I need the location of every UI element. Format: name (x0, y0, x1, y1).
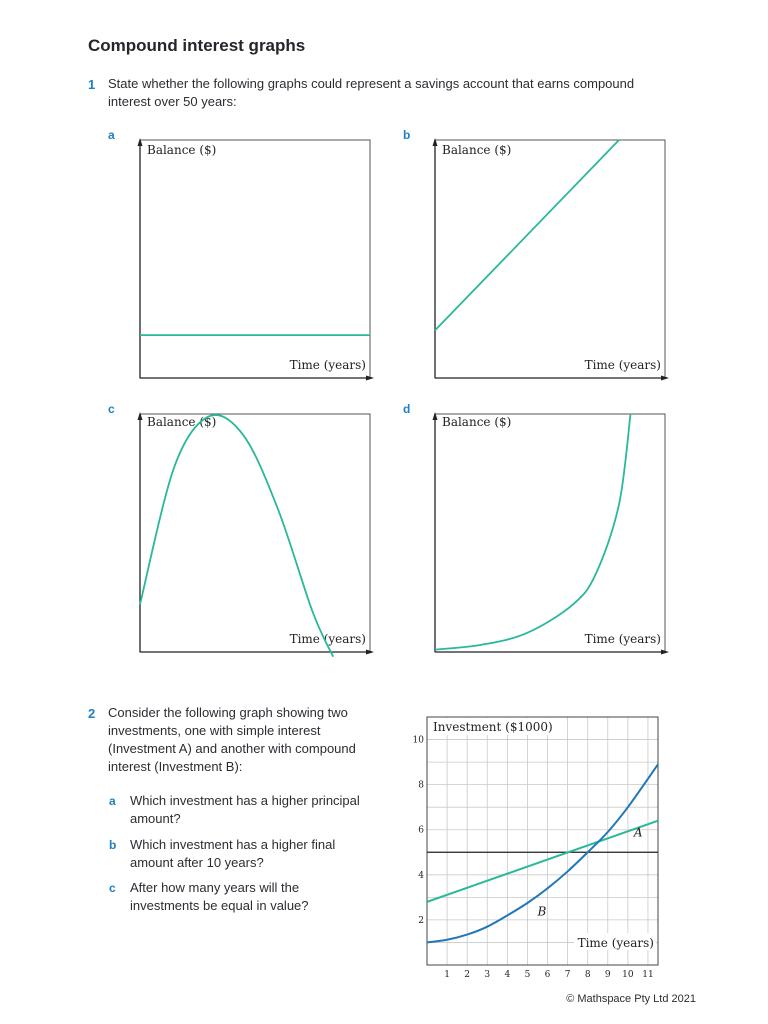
x-tick-label: 8 (584, 970, 591, 980)
graph-a-xlabel: Time (years) (289, 358, 366, 372)
q2-part-b-line-1: Which investment has a higher final (130, 837, 336, 852)
graph-a (130, 136, 380, 386)
graph-a-ylabel: Balance ($) (147, 143, 217, 157)
y-tick-label: 10 (412, 735, 424, 746)
x-tick-label: 10 (622, 970, 634, 980)
investment-chart-ylabel: Investment ($1000) (433, 720, 553, 734)
q2-part-a-text (130, 792, 360, 828)
graph-d (425, 410, 675, 660)
investment-a-line (427, 821, 658, 902)
q2-part-a-line-1: Which investment has a higher principal (130, 793, 360, 808)
question-2-line-4: interest (Investment B): (108, 759, 243, 774)
x-tick-label: 6 (544, 970, 551, 980)
graph-c (130, 410, 380, 660)
graph-c-y-arrow (138, 412, 143, 420)
copyright-footer: © Mathspace Pty Ltd 2021 (566, 993, 696, 1005)
series-b-label: B (537, 904, 547, 919)
graph-c-label: c (108, 402, 115, 416)
graph-c-frame (140, 414, 370, 652)
x-tick-label: 5 (524, 970, 531, 980)
question-2-number: 2 (88, 706, 96, 721)
graph-d-curve (435, 414, 631, 650)
graph-d-frame (435, 414, 665, 652)
question-2-line-1: Consider the following graph showing two (108, 705, 348, 720)
q2-part-a-label: a (109, 794, 116, 808)
q2-part-c-label: c (109, 881, 116, 895)
q2-part-a-line-2: amount? (130, 811, 181, 826)
q2-part-c-text (130, 879, 309, 915)
graph-b (425, 136, 675, 386)
question-1-line-2: interest over 50 years: (108, 94, 237, 109)
graph-b-xlabel: Time (years) (584, 358, 661, 372)
question-1-line-1: State whether the following graphs could represent a savings account that earns compound (108, 76, 635, 91)
q2-part-c-line-1: After how many years will the (130, 880, 300, 895)
graph-d-y-arrow (433, 412, 438, 420)
y-tick-label: 2 (418, 915, 424, 926)
page-title: Compound interest graphs (88, 36, 306, 55)
investment-chart (400, 710, 670, 980)
graph-d-xlabel: Time (years) (584, 632, 661, 646)
question-2-line-3: (Investment A) and another with compound (108, 741, 356, 756)
question-1-text (108, 75, 634, 111)
x-tick-label: 11 (642, 970, 654, 980)
graph-a-y-arrow (138, 138, 143, 146)
q2-part-b-text (130, 836, 335, 872)
graph-a-label: a (108, 128, 115, 142)
x-tick-label: 9 (604, 970, 611, 980)
investment-chart-frame (427, 717, 658, 965)
question-1-number: 1 (88, 77, 96, 92)
graph-b-y-arrow (433, 138, 438, 146)
graph-a-frame (140, 140, 370, 378)
y-tick-label: 4 (418, 870, 424, 881)
question-2-text (108, 704, 356, 776)
investment-chart-xlabel: Time (years) (577, 936, 654, 950)
question-2-line-2: investments, one with simple interest (108, 723, 321, 738)
graph-b-frame (435, 140, 665, 378)
graph-d-label: d (403, 402, 411, 416)
x-tick-label: 2 (464, 970, 471, 980)
y-tick-label: 6 (418, 825, 424, 836)
investment-chart-grid (427, 717, 658, 965)
graph-b-ylabel: Balance ($) (442, 143, 512, 157)
graph-c-ylabel: Balance ($) (147, 415, 217, 429)
q2-part-b-label: b (109, 838, 117, 852)
graph-b-label: b (403, 128, 411, 142)
y-tick-label: 8 (418, 780, 424, 791)
x-tick-label: 7 (564, 970, 571, 980)
x-tick-label: 3 (484, 970, 491, 980)
graph-c-curve (140, 415, 333, 657)
graph-c-xlabel: Time (years) (289, 632, 366, 646)
q2-part-b-line-2: amount after 10 years? (130, 855, 264, 870)
x-tick-label: 1 (444, 970, 450, 980)
graph-d-ylabel: Balance ($) (442, 415, 512, 429)
x-tick-label: 4 (504, 970, 511, 980)
q2-part-c-line-2: investments be equal in value? (130, 898, 309, 913)
series-a-label: A (633, 825, 643, 840)
graph-b-curve (435, 140, 619, 330)
